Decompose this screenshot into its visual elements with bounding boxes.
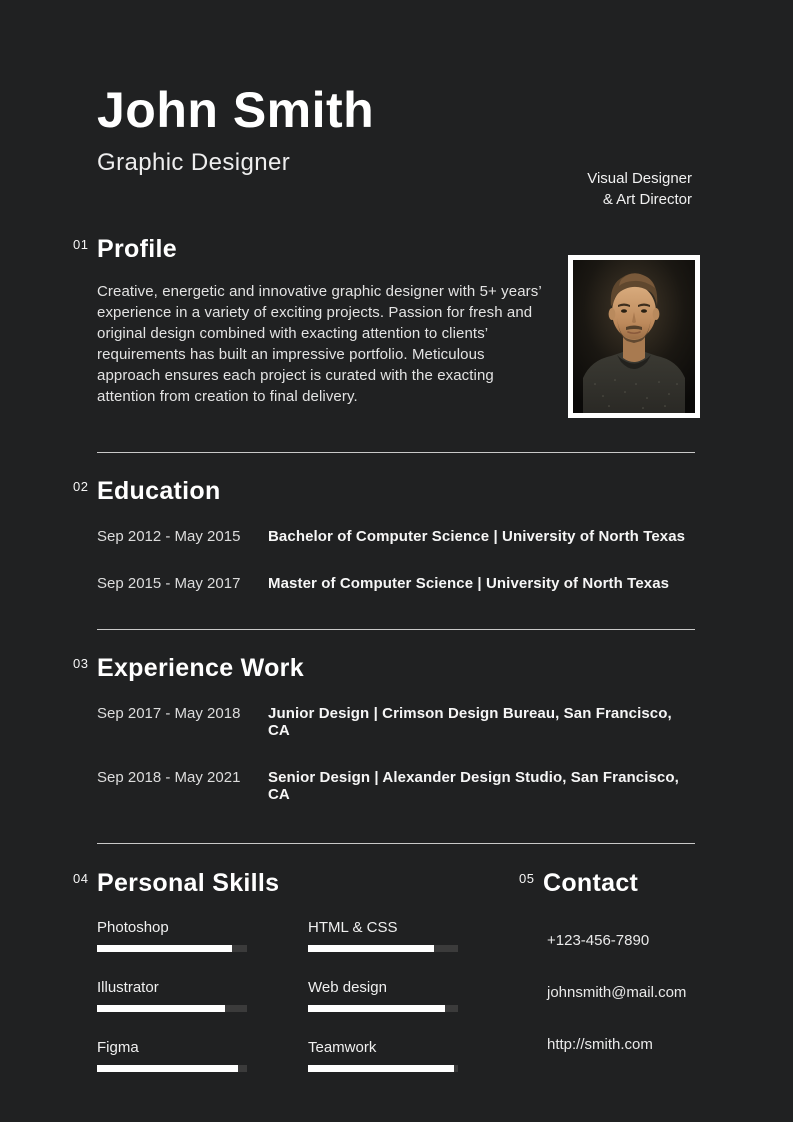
skills-grid [97, 919, 459, 1072]
section-experience [73, 654, 695, 803]
divider [97, 843, 695, 844]
skill-bar-fill [308, 945, 434, 952]
education-dates: Sep 2015 - May 2017 [97, 574, 241, 592]
skill-bar-fill [97, 1005, 225, 1012]
skill-bar-fill [308, 1065, 454, 1072]
skill-label: HTML & CSS [308, 918, 398, 936]
skill-label: Photoshop [97, 918, 169, 936]
section-title: Profile [97, 234, 177, 263]
contact-list [547, 932, 686, 1053]
section-education [73, 477, 695, 592]
education-row [97, 575, 695, 592]
section-skills [73, 869, 459, 1072]
tagline [587, 168, 692, 210]
experience-detail: Senior Design | Alexander Design Studio, San Francisco, CA [268, 768, 679, 803]
skill-bar-track [97, 1065, 247, 1072]
skill-item [97, 919, 247, 952]
contact-website: http://smith.com [547, 1035, 653, 1053]
skill-bar-fill [308, 1005, 445, 1012]
education-list [97, 528, 695, 592]
contact-email: johnsmith@mail.com [547, 983, 687, 1001]
education-header [73, 477, 695, 506]
skill-label: Web design [308, 978, 387, 996]
education-detail: Master of Computer Science | University of North Texas [268, 574, 670, 592]
bottom-area [73, 869, 695, 1072]
person-role: Graphic Designer [97, 148, 291, 176]
tagline-line-1: Visual Designer [587, 170, 692, 187]
experience-dates: Sep 2017 - May 2018 [97, 704, 241, 722]
skill-bar-fill [97, 1065, 238, 1072]
skill-bar-track [97, 1005, 247, 1012]
skill-item [97, 1039, 247, 1072]
contact-phone: +123-456-7890 [547, 931, 650, 949]
education-detail: Bachelor of Computer Science | University of North Texas [268, 527, 686, 545]
section-contact [519, 869, 686, 1072]
skill-label: Teamwork [308, 1038, 377, 1056]
skill-bar-track [308, 1065, 458, 1072]
skill-item [308, 919, 458, 952]
skill-item [97, 979, 247, 1012]
profile-summary: Creative, energetic and innovative graphic designer with 5+ years’ experience in a variety of exciting projects. Passion for fresh and original design combined with exacting attention to clients’ requirements has built an impressive portfolio. Meticulous approach ensures each project is curated with the exacting attention from creation to final delivery. [97, 282, 542, 405]
skill-label: Figma [97, 1038, 139, 1056]
person-name: John Smith [97, 82, 375, 138]
portrait-illustration [573, 260, 695, 413]
contact-header [519, 869, 686, 898]
skill-item [308, 1039, 458, 1072]
skill-bar-fill [97, 945, 232, 952]
section-number: 04 [73, 870, 89, 886]
section-title: Education [97, 476, 221, 505]
section-title: Personal Skills [97, 868, 280, 897]
experience-header [73, 654, 695, 683]
experience-row [97, 769, 695, 803]
divider [97, 452, 695, 453]
experience-list [97, 705, 695, 803]
section-number: 02 [73, 478, 89, 494]
education-dates: Sep 2012 - May 2015 [97, 527, 241, 545]
profile-photo [568, 255, 700, 418]
experience-detail: Junior Design | Crimson Design Bureau, San Francisco, CA [268, 704, 672, 739]
tagline-line-2: & Art Director [602, 191, 692, 208]
experience-row [97, 705, 695, 739]
section-title: Experience Work [97, 653, 304, 682]
section-number: 01 [73, 236, 89, 252]
skill-label: Illustrator [97, 978, 159, 996]
skill-bar-track [308, 1005, 458, 1012]
section-number: 03 [73, 655, 89, 671]
experience-dates: Sep 2018 - May 2021 [97, 768, 241, 786]
skill-bar-track [97, 945, 247, 952]
skill-item [308, 979, 458, 1012]
skill-bar-track [308, 945, 458, 952]
section-title: Contact [543, 868, 639, 897]
education-row [97, 528, 695, 545]
section-number: 05 [519, 870, 535, 886]
divider [97, 629, 695, 630]
skills-header [73, 869, 459, 898]
